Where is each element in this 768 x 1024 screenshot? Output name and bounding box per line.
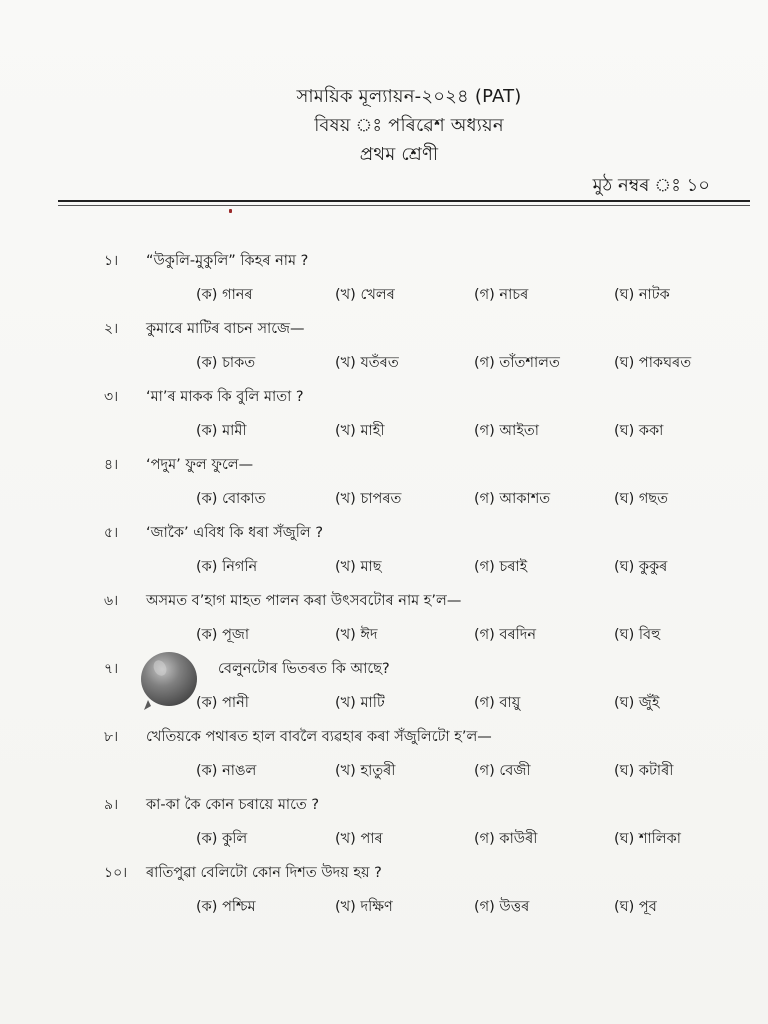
- option-ga: (গ) কাউৰী: [474, 831, 538, 847]
- option-kha: (খ) মাছ: [335, 559, 382, 575]
- option-row: [0, 757, 768, 785]
- header-divider-thin: [58, 205, 750, 206]
- option-gha: (ঘ) নাটক: [614, 287, 670, 303]
- option-kha: (খ) যতঁৰত: [335, 355, 399, 371]
- option-ka: (ক) পশ্চিম: [196, 899, 256, 915]
- option-kha: (খ) হাতুৰী: [335, 763, 396, 779]
- question-text: ‘পদুম’ ফুল ফুলে—: [146, 457, 254, 473]
- option-gha: (ঘ) শালিকা: [614, 831, 681, 847]
- question-list: [0, 246, 768, 926]
- option-gha: (ঘ) জুঁই: [614, 695, 660, 711]
- option-row: [0, 281, 768, 309]
- option-gha: (ঘ) কুকুৰ: [614, 559, 668, 575]
- option-kha: (খ) ঈদ: [335, 627, 378, 643]
- question-number: ১।: [104, 253, 119, 269]
- question-text: কা-কা কৈ কোন চৰায়ে মাতে ?: [146, 797, 320, 813]
- option-kha: (খ) মাটি: [335, 695, 385, 711]
- question-text: ‘জাকৈ’ এবিধ কি ধৰা সঁজুলি ?: [146, 525, 324, 541]
- option-ka: (ক) বোকাত: [196, 491, 266, 507]
- question-number: ৬।: [104, 593, 119, 609]
- option-ka: (ক) পূজা: [196, 627, 250, 643]
- option-kha: (খ) মাহী: [335, 423, 385, 439]
- question-number: ৩।: [104, 389, 119, 405]
- class-title: প্ৰথম শ্ৰেণী: [359, 144, 439, 165]
- option-kha: (খ) দক্ষিণ: [335, 899, 393, 915]
- option-ga: (গ) আকাশত: [474, 491, 551, 507]
- question-1: [0, 246, 768, 314]
- option-ga: (গ) চৰাই: [474, 559, 528, 575]
- question-9: [0, 790, 768, 858]
- option-ka: (ক) নিগনি: [196, 559, 258, 575]
- question-2: [0, 314, 768, 382]
- question-5: [0, 518, 768, 586]
- question-4: [0, 450, 768, 518]
- question-number: ৯।: [104, 797, 119, 813]
- question-text: ‘মা’ৰ মাকক কি বুলি মাতা ?: [146, 389, 304, 405]
- ink-speck: [229, 209, 232, 213]
- question-number: ৪।: [104, 457, 119, 473]
- exam-title: সাময়িক মূল্যায়ন-২০২৪ (PAT): [296, 86, 522, 107]
- subject-title: বিষয় ঃ পৰিৱেশ অধ্যয়ন: [314, 115, 504, 136]
- question-8: [0, 722, 768, 790]
- option-ka: (ক) কুলি: [196, 831, 248, 847]
- option-gha: (ঘ) পূব: [614, 899, 657, 915]
- question-number: ৮।: [104, 729, 119, 745]
- option-gha: (ঘ) বিহু: [614, 627, 661, 643]
- option-ga: (গ) বেজী: [474, 763, 531, 779]
- option-row: [0, 417, 768, 445]
- option-row: [0, 893, 768, 921]
- paper-header: [0, 82, 768, 169]
- option-ka: (ক) গানৰ: [196, 287, 253, 303]
- option-ka: (ক) চাকত: [196, 355, 256, 371]
- option-row: [0, 621, 768, 649]
- option-kha: (খ) খেলৰ: [335, 287, 395, 303]
- question-text: খেতিয়কে পথাৰত হাল বাবলৈ ব্যৱহাৰ কৰা সঁজুলিটো হ’ল—: [146, 729, 492, 745]
- option-row: [0, 349, 768, 377]
- option-row: [0, 689, 768, 717]
- option-ga: (গ) নাচৰ: [474, 287, 529, 303]
- question-6: [0, 586, 768, 654]
- question-number: ১০।: [104, 865, 128, 881]
- option-row: [0, 825, 768, 853]
- option-ga: (গ) উত্তৰ: [474, 899, 530, 915]
- option-kha: (খ) পাৰ: [335, 831, 383, 847]
- option-ga: (গ) আইতা: [474, 423, 539, 439]
- option-row: [0, 485, 768, 513]
- question-text: ৰাতিপুৱা বেলিটো কোন দিশত উদয় হয় ?: [146, 865, 382, 881]
- option-gha: (ঘ) ককা: [614, 423, 664, 439]
- question-text: কুমাৰে মাটিৰ বাচন সাজে—: [146, 321, 305, 337]
- question-3: [0, 382, 768, 450]
- question-number: ৭।: [104, 661, 119, 677]
- option-row: [0, 553, 768, 581]
- question-text: অসমত ব’হাগ মাহত পালন কৰা উৎসবটোৰ নাম হ’ল—: [146, 593, 462, 609]
- option-ka: (ক) নাঙল: [196, 763, 257, 779]
- question-number: ২।: [104, 321, 119, 337]
- option-gha: (ঘ) গছত: [614, 491, 669, 507]
- full-marks: মুঠ নম্বৰ ঃ ১০: [592, 175, 710, 196]
- option-ka: (ক) পানী: [196, 695, 249, 711]
- option-ga: (গ) বৰদিন: [474, 627, 537, 643]
- option-ga: (গ) বায়ু: [474, 695, 521, 711]
- option-gha: (ঘ) কটাৰী: [614, 763, 674, 779]
- option-gha: (ঘ) পাকঘৰত: [614, 355, 692, 371]
- question-text: বেলুনটোৰ ভিতৰত কি আছে?: [218, 661, 390, 677]
- header-divider: [58, 200, 750, 202]
- question-10: [0, 858, 768, 926]
- option-ka: (ক) মামী: [196, 423, 247, 439]
- question-7: [0, 654, 768, 722]
- question-number: ৫।: [104, 525, 119, 541]
- option-kha: (খ) চাপৰত: [335, 491, 402, 507]
- option-ga: (গ) তাঁতশালত: [474, 355, 560, 371]
- question-text: “উকুলি-মুকুলি” কিহৰ নাম ?: [146, 253, 309, 269]
